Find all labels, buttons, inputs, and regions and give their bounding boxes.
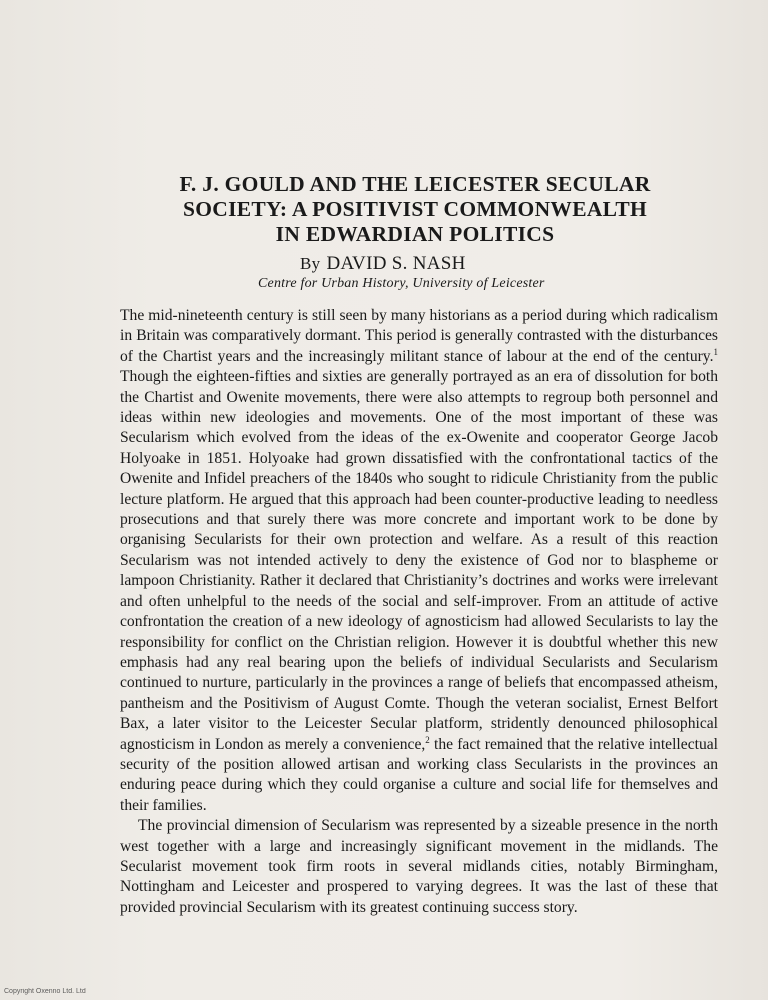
author-affiliation: Centre for Urban History, University of Leicester xyxy=(258,276,545,291)
article-title xyxy=(120,172,710,247)
copyright-notice: Copyright Oxenno Ltd. Ltd xyxy=(4,988,86,995)
paragraph-text: The mid-nineteenth century is still seen by many historians as a period during which radicalism in Britain was comparatively dormant. This period is generally contrasted with the disturbances of the Chartist years and the increasingly militant stance of labour at the end of the century. xyxy=(120,307,718,365)
title-line: IN EDWARDIAN POLITICS xyxy=(275,222,555,246)
by-label: By xyxy=(300,254,321,273)
paragraph: The provincial dimension of Secularism was represented by a sizeable presence in the north west together with a large and increasingly significant movement in the midlands. The Secularist movement took firm roots in several midlands cities, notably Birmingham, Nottingham and Leicester and prospered to varying degrees. It was the last of these that provided provincial Secularism with its greatest continuing success story. xyxy=(120,817,718,916)
article-body xyxy=(120,306,718,918)
paragraph-text: Though the eighteen-fifties and sixties are generally portrayed as an era of dissolution for both the Chartist and Owenite movements, there were also attempts to regroup both personnel and ideas within new ideologies and movements. One of the most important of these was Secularism which evolved from the ideas of the ex-Owenite and cooperator George Jacob Holyoake in 1851. Holyoake had grown dissatisfied with the confrontational tactics of the Owenite and Infidel preachers of the 1840s who sought to ridicule Christianity from the public lecture platform. He argued that this approach had been counter-productive leading to needless prosecutions and that surely there was more concrete and important work to be done by organising Secularists for their own protection and welfare. As a result of this reaction Secularism was not intended actively to deny the existence of God nor to blaspheme or lampoon Christianity. Rather it declared that Christianity’s doctrines and works were irrelevant and often unhelpful to the needs of the social and self-improver. From an attitude of active confrontation the creation of a new ideology of agnosticism had allowed Secularists to lay the responsibility for conflict on the Christian religion. However it is doubtful whether this new emphasis had any real bearing upon the beliefs of individual Secularists and Secularism continued to nurture, particularly in the provinces a range of beliefs that encompassed atheism, pantheism and the Positivism of August Comte. Though the veteran socialist, Ernest Belfort Bax, a later visitor to the Leicester Secular platform, stridently denounced philosophical agnosticism in London as merely a convenience, xyxy=(120,368,718,753)
author-line xyxy=(300,253,466,275)
footnote-marker: 2 xyxy=(425,734,430,745)
title-line: SOCIETY: A POSITIVIST COMMONWEALTH xyxy=(182,197,648,221)
paragraph-text: the fact remained that the relative intellectual security of the position allowed artisan and working class Secularists in the provinces an enduring peace during which they could organise a culture and social life for themselves and their families. xyxy=(120,735,718,814)
author-name: DAVID S. NASH xyxy=(326,253,466,274)
title-line: F. J. GOULD AND THE LEICESTER SECULAR xyxy=(179,172,651,196)
footnote-marker: 1 xyxy=(713,346,718,357)
paragraph xyxy=(120,306,718,816)
